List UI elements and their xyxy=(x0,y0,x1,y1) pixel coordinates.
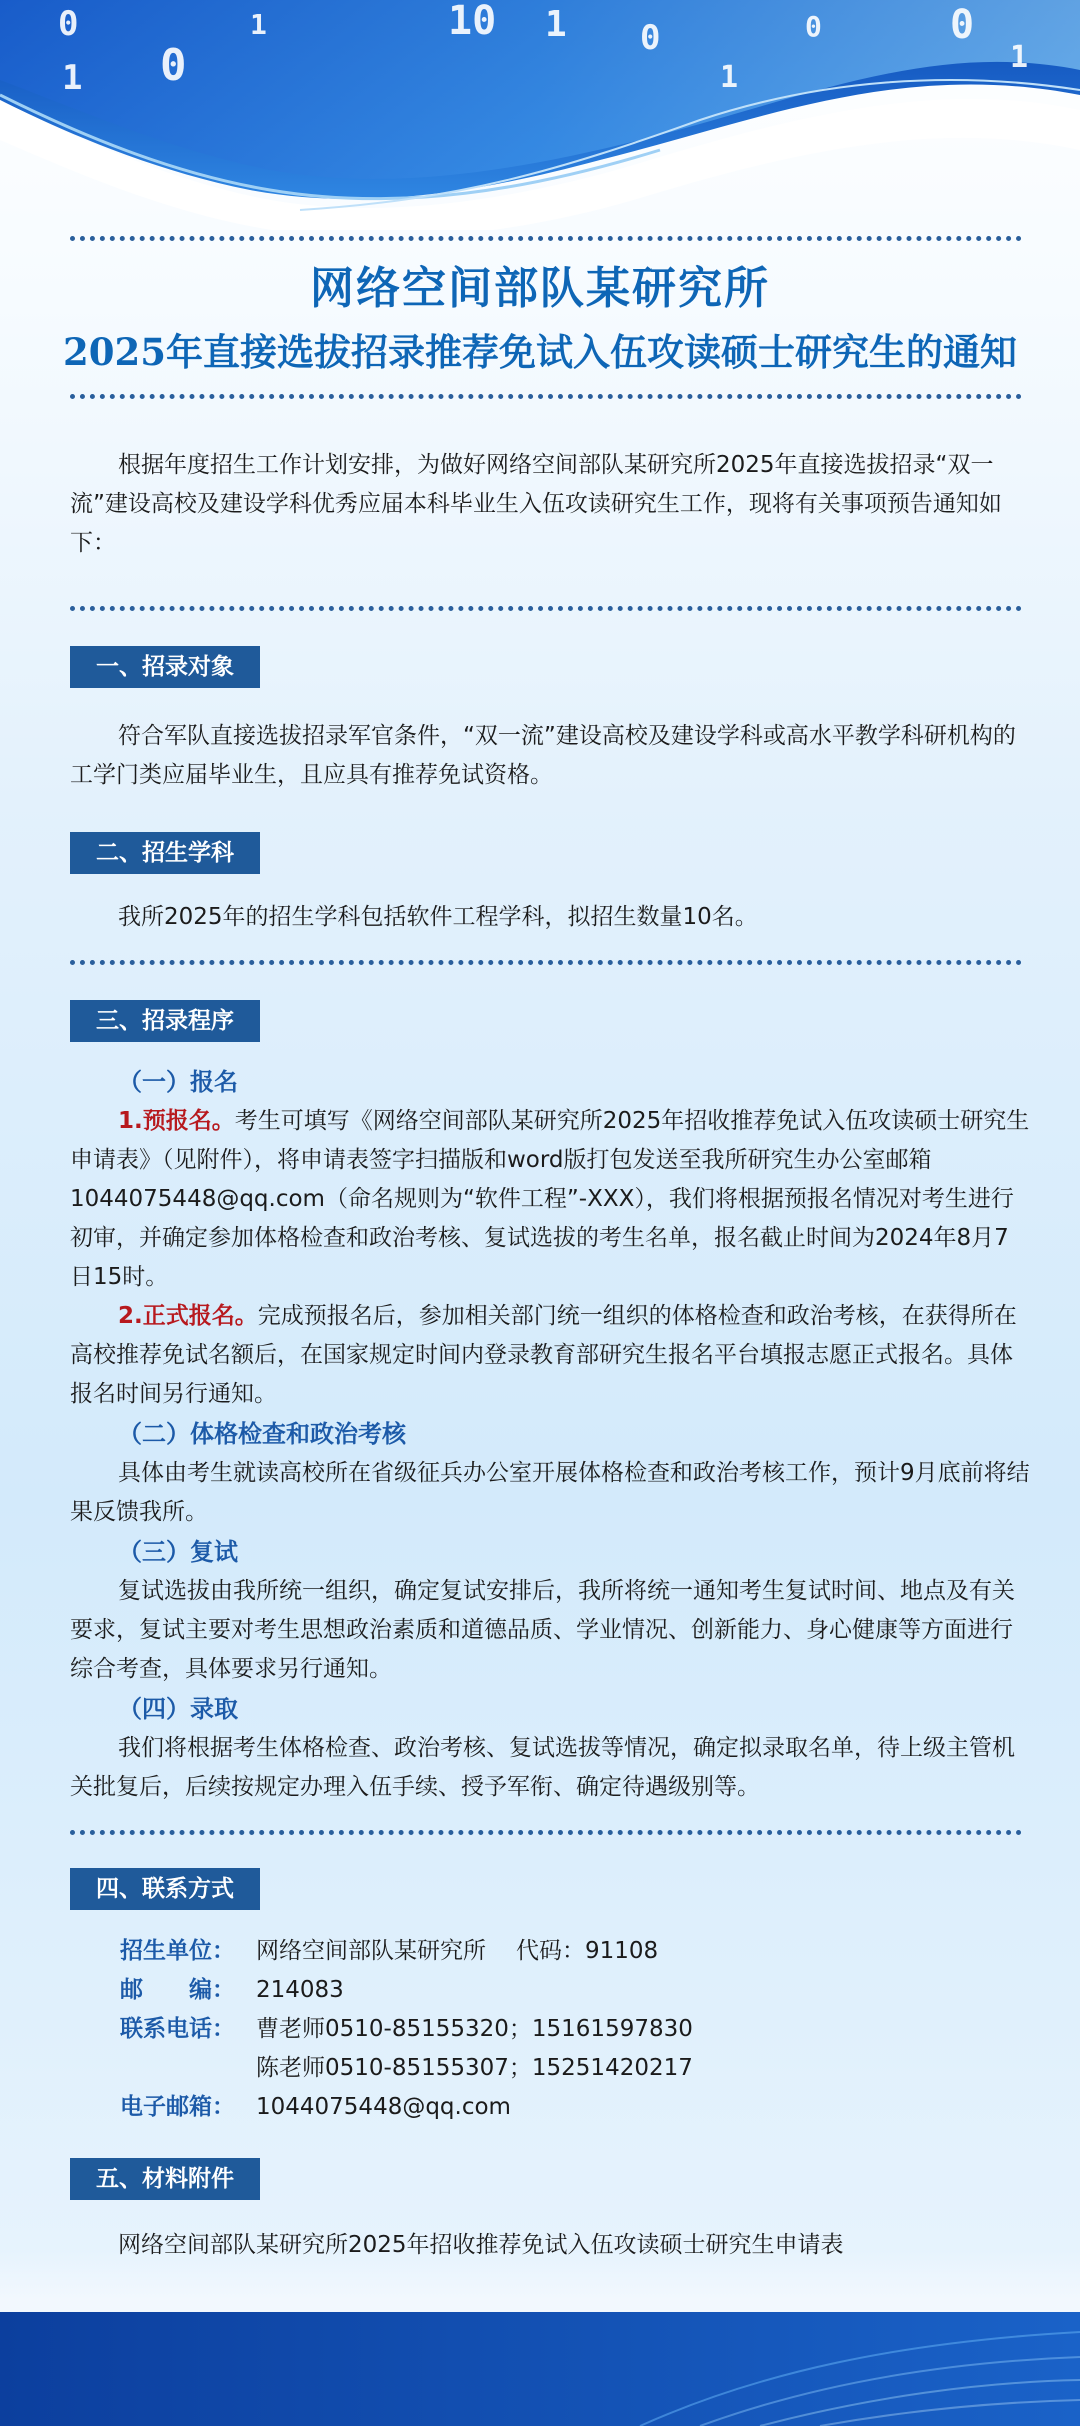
page-subtitle: 2025年直接选拔招录推荐免试入伍攻读硕士研究生的通知 xyxy=(63,330,1017,374)
digit: 1 xyxy=(545,4,567,45)
intro-paragraph xyxy=(70,446,1030,563)
email-value[interactable]: 1044075448@qq.com xyxy=(256,2094,511,2120)
dotted-divider xyxy=(70,960,1022,965)
section-text: 符合军队直接选拔招录军官条件，“双一流”建设高校及建设学科或高水平教学科研机构的工学门类应届毕业生，且应具有推荐免试资格。 xyxy=(70,723,1016,788)
subheading-registration: （一）报名 xyxy=(118,1068,238,1096)
contact-phone-row xyxy=(120,2010,1020,2049)
contact-unit-row xyxy=(120,1932,1020,1971)
formal-registration-label: 2.正式报名。 xyxy=(118,1303,258,1329)
section-body-procedure xyxy=(70,1062,1030,1807)
reexam-text: 复试选拔由我所统一组织，确定复试安排后，我所将统一通知考生复试时间、地点及有关要求，复试主要对考生思想政治素质和道德品质、学业情况、创新能力、身心健康等方面进行综合考查，具体要求另行通知。 xyxy=(70,1578,1015,1682)
section-body-attachment xyxy=(70,2226,1030,2265)
label-spacer xyxy=(120,2049,256,2088)
section-text: 我所2025年的招生学科包括软件工程学科，拟招生数量10名。 xyxy=(118,904,758,930)
dotted-divider xyxy=(70,236,1022,241)
physical-political-text: 具体由考生就读高校所在省级征兵办公室开展体格检查和政治考核工作，预计9月底前将结果反馈我所。 xyxy=(70,1460,1030,1525)
footer-banner xyxy=(0,2312,1080,2426)
pre-registration-label: 1.预报名。 xyxy=(118,1108,235,1134)
formal-registration-paragraph xyxy=(70,1297,1030,1414)
zip-value: 214083 xyxy=(256,1977,344,2003)
unit-label: 招生单位： xyxy=(120,1938,235,1964)
section-body-discipline xyxy=(70,898,1030,937)
phone-value-2: 陈老师0510-85155307；15251420217 xyxy=(256,2055,693,2081)
digit: 1 xyxy=(1010,40,1029,75)
section-heading-procedure: 三、招录程序 xyxy=(70,1000,260,1042)
digit: 0 xyxy=(58,4,79,44)
section-heading-discipline: 二、招生学科 xyxy=(70,832,260,874)
digit: 0 xyxy=(950,2,975,48)
pre-registration-text: 考生可填写《网络空间部队某研究所2025年招收推荐免试入伍攻读硕士研究生申请表》（见附件），将申请表签字扫描版和word版打包发送至我所研究生办公室邮箱1044075448@qq.com（命名规则为“软件工程”-XXX），我们将根据预报名情况对考生进行初审，并确定参加体格检查和政治考核、复试选拔的考生名单，报名截止时间为2024年8月7日15时。 xyxy=(70,1108,1030,1290)
digit: 10 xyxy=(448,0,497,44)
unit-code: 代码：91108 xyxy=(516,1938,659,1964)
digit: 1 xyxy=(720,60,739,95)
digit: 0 xyxy=(160,40,187,91)
header-banner xyxy=(0,0,1080,230)
binary-digits-decoration xyxy=(0,0,1080,230)
unit-value: 网络空间部队某研究所 xyxy=(256,1938,486,1964)
admission-text: 我们将根据考生体格检查、政治考核、复试选拔等情况，确定拟录取名单，待上级主管机关批复后，后续按规定办理入伍手续、授予军衔、确定待遇级别等。 xyxy=(70,1735,1015,1800)
contact-zip-row xyxy=(120,1971,1020,2010)
phone-label: 联系电话： xyxy=(120,2016,235,2042)
dotted-divider xyxy=(70,394,1022,399)
page-title: 网络空间部队某研究所 xyxy=(310,263,770,314)
section-heading-contact: 四、联系方式 xyxy=(70,1868,260,1910)
section-heading-attachment: 五、材料附件 xyxy=(70,2158,260,2200)
contact-info xyxy=(120,1932,1020,2127)
section-body-recruit-target xyxy=(70,717,1030,795)
subheading-reexam: （三）复试 xyxy=(118,1538,238,1566)
subheading-physical-political: （二）体格检查和政治考核 xyxy=(118,1420,406,1448)
formal-registration-text: 完成预报名后，参加相关部门统一组织的体格检查和政治考核，在获得所在高校推荐免试名额后，在国家规定时间内登录教育部研究生报名平台填报志愿正式报名。具体报名时间另行通知。 xyxy=(70,1303,1017,1407)
pre-registration-paragraph xyxy=(70,1102,1030,1297)
subheading-admission: （四）录取 xyxy=(118,1695,238,1723)
digit: 0 xyxy=(805,10,822,43)
intro-text: 根据年度招生工作计划安排，为做好网络空间部队某研究所2025年直接选拔招录“双一流”建设高校及建设学科优秀应届本科毕业生入伍攻读研究生工作，现将有关事项预告通知如下： xyxy=(70,452,1002,556)
attachment-text[interactable]: 网络空间部队某研究所2025年招收推荐免试入伍攻读硕士研究生申请表 xyxy=(118,2232,844,2258)
section-heading-recruit-target: 一、招录对象 xyxy=(70,646,260,688)
contact-email-row xyxy=(120,2088,1020,2127)
digit: 0 xyxy=(640,18,661,58)
dotted-divider xyxy=(70,606,1022,611)
phone-value-1: 曹老师0510-85155320；15161597830 xyxy=(256,2016,693,2042)
digit: 1 xyxy=(250,8,267,41)
footer-wave-graphic xyxy=(0,2312,1080,2426)
zip-label: 邮 编： xyxy=(120,1977,235,2003)
digit: 1 xyxy=(62,58,83,98)
dotted-divider xyxy=(70,1830,1022,1835)
email-label: 电子邮箱： xyxy=(120,2094,235,2120)
contact-phone-row-2 xyxy=(120,2049,1020,2088)
